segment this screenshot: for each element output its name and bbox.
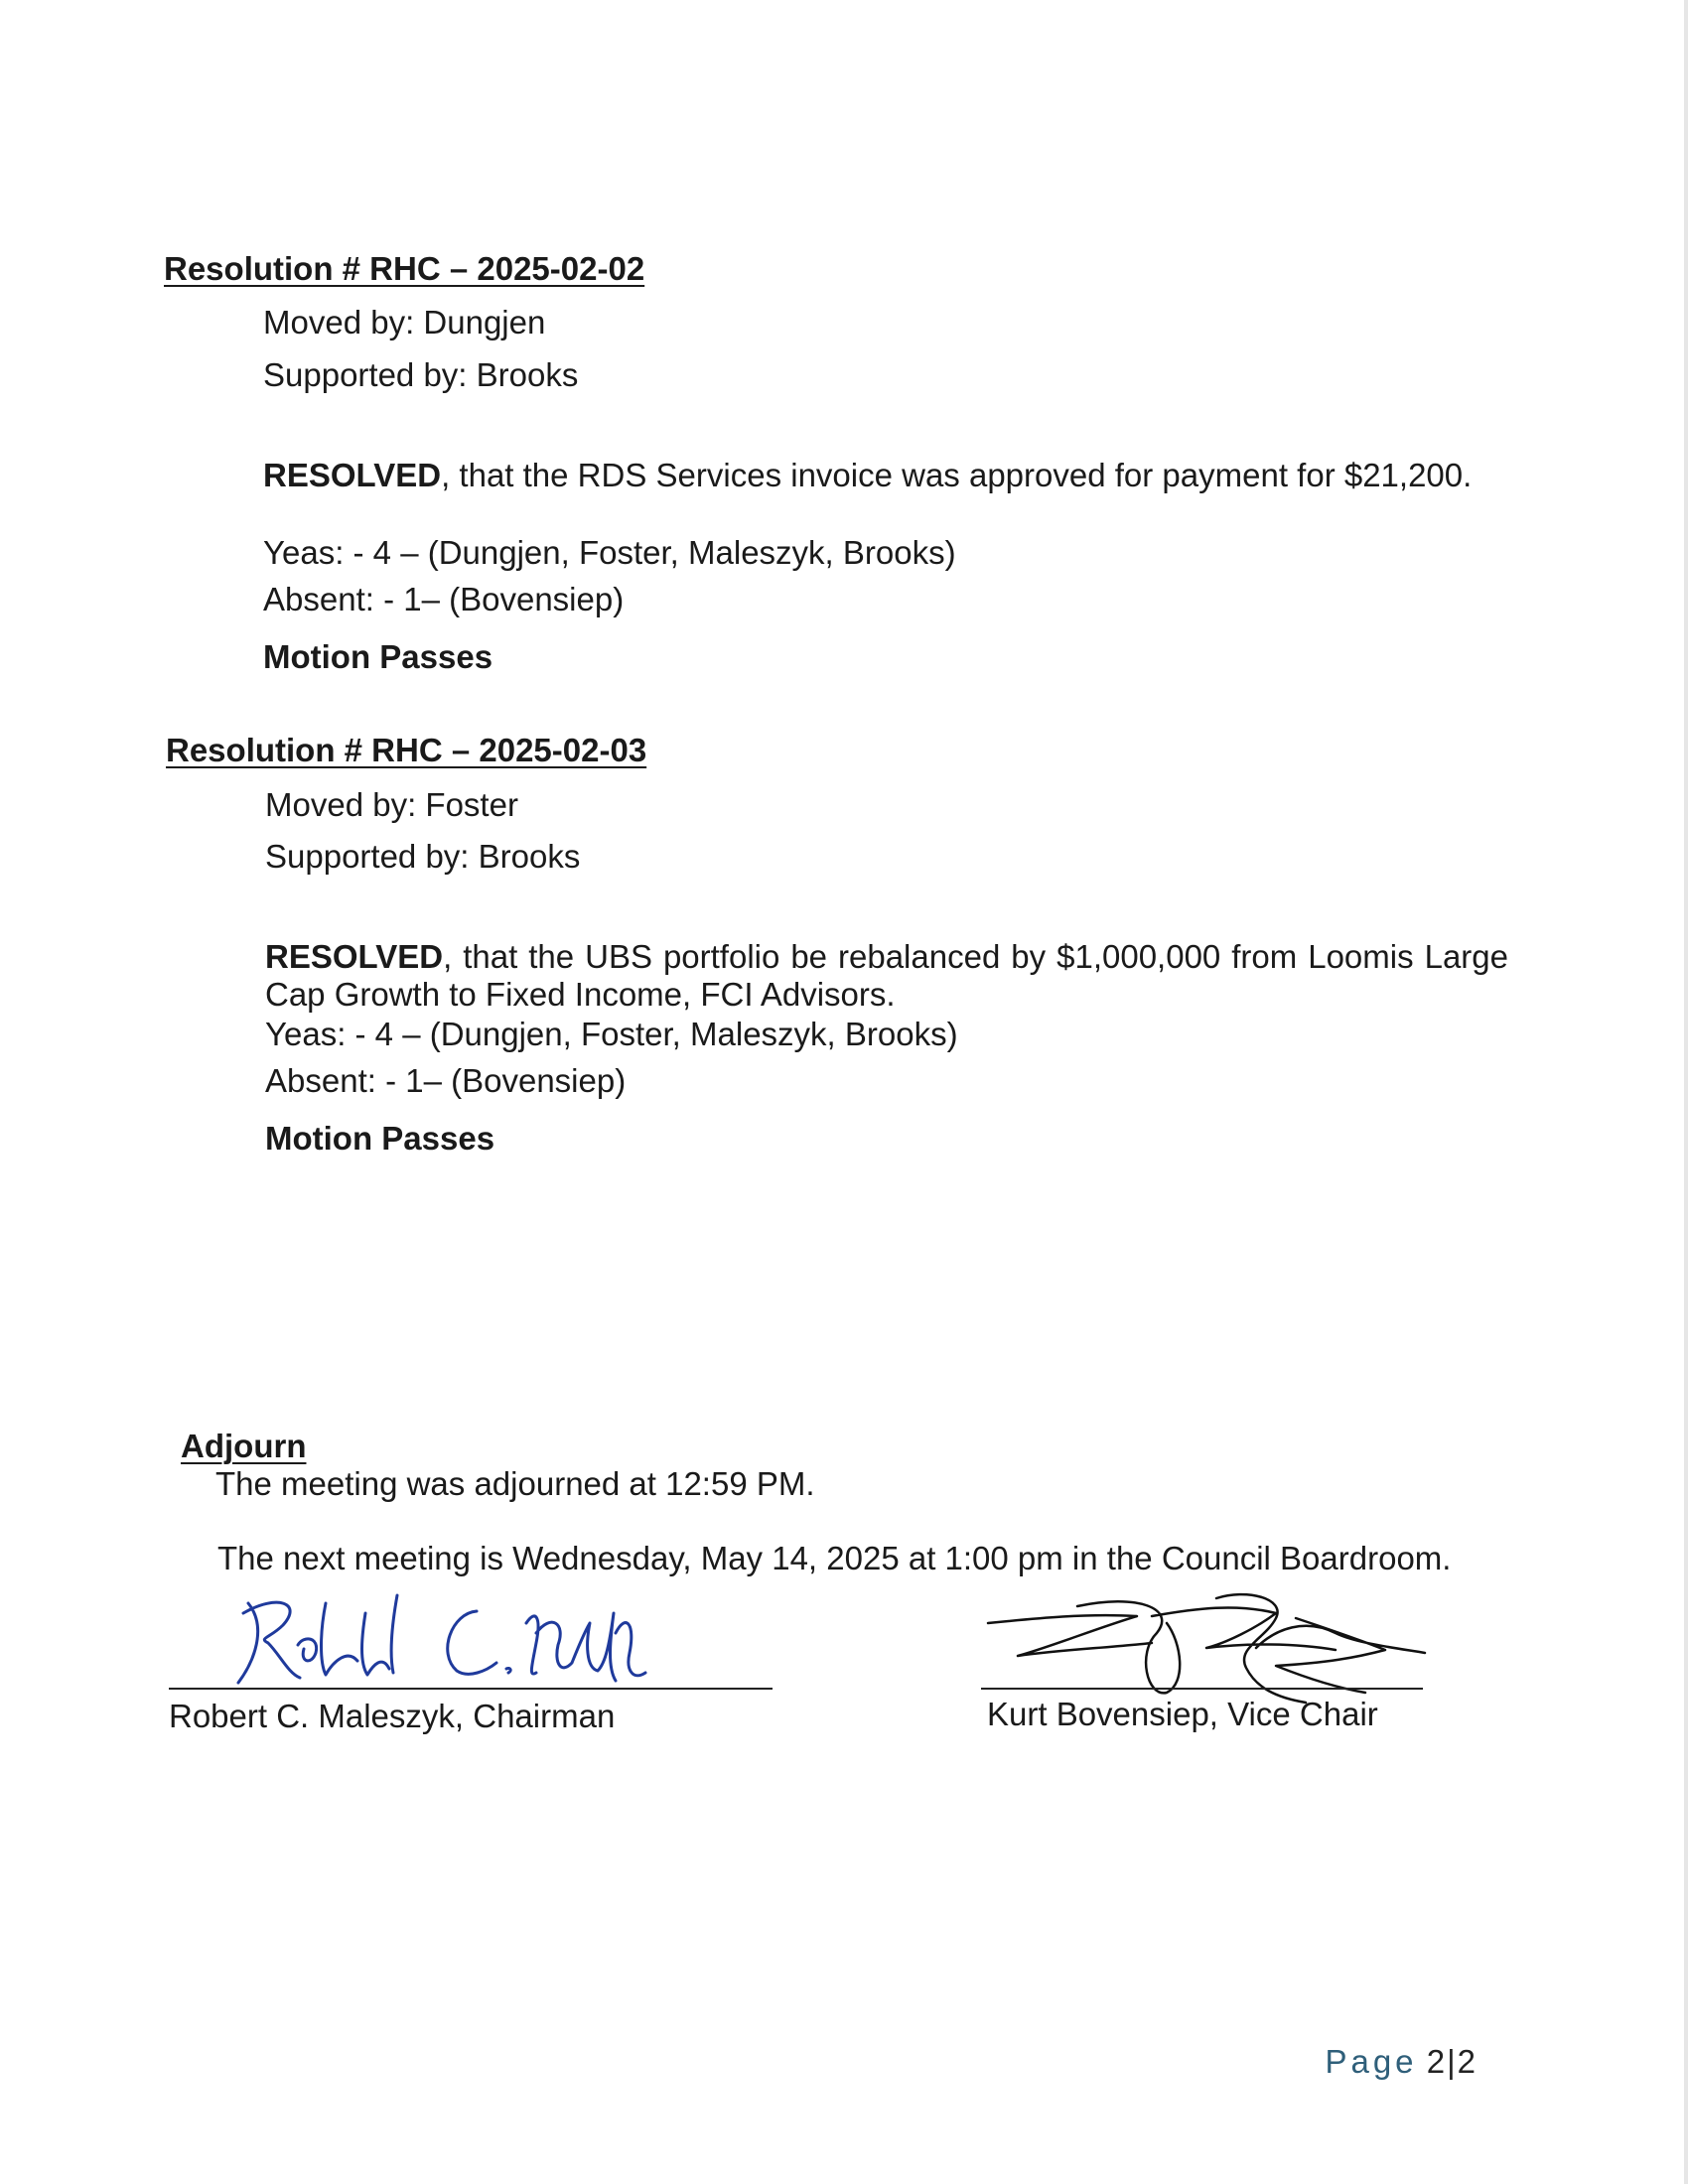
- page-word: Page: [1325, 2043, 1418, 2080]
- motion-outcome-1: Motion Passes: [263, 638, 493, 675]
- yeas-1: Yeas: - 4 – (Dungjen, Foster, Maleszyk, Brooks): [263, 534, 956, 571]
- resolution-heading-2: Resolution # RHC – 2025-02-03: [166, 732, 647, 768]
- motion-outcome-2: Motion Passes: [265, 1120, 495, 1157]
- absent-2: Absent: - 1– (Bovensiep): [265, 1062, 627, 1099]
- sig-stroke: [448, 1611, 645, 1681]
- next-meeting-text: The next meeting is Wednesday, May 14, 2025 at 1:00 pm in the Council Boardroom.: [217, 1540, 1452, 1576]
- moved-by-2: Moved by: Foster: [265, 786, 518, 823]
- sig-stroke: [988, 1594, 1425, 1703]
- resolved-word-2: RESOLVED: [265, 938, 444, 975]
- yeas-2: Yeas: - 4 – (Dungjen, Foster, Maleszyk, Brooks): [265, 1016, 958, 1052]
- vice-chair-signature: [978, 1588, 1435, 1707]
- supported-by-2: Supported by: Brooks: [265, 838, 581, 875]
- resolved-text-2: , that the UBS portfolio be rebalanced by $1,000,000 from Loomis Large Cap Growth to Fixed Income, FCI Advisors.: [265, 938, 1508, 1013]
- page-footer: [1325, 2043, 1477, 2081]
- vice-chair-name: Kurt Bovensiep, Vice Chair: [987, 1696, 1378, 1732]
- chairman-signature: [209, 1583, 665, 1693]
- adjourn-text: The meeting was adjourned at 12:59 PM.: [215, 1465, 815, 1502]
- supported-by-1: Supported by: Brooks: [263, 356, 579, 393]
- adjourn-heading: Adjourn: [181, 1428, 307, 1464]
- resolved-word-1: RESOLVED: [263, 457, 442, 493]
- chairman-name: Robert C. Maleszyk, Chairman: [169, 1698, 616, 1734]
- resolved-paragraph-2: [265, 938, 1508, 1014]
- resolution-heading-1: Resolution # RHC – 2025-02-02: [164, 250, 645, 287]
- sig-stroke: [238, 1595, 397, 1683]
- absent-1: Absent: - 1– (Bovensiep): [263, 581, 625, 617]
- resolved-text-1: , that the RDS Services invoice was approved for payment for $21,200.: [441, 457, 1473, 493]
- chairman-signature-line: [169, 1688, 773, 1690]
- moved-by-1: Moved by: Dungjen: [263, 304, 546, 341]
- resolved-paragraph-1: [263, 457, 1506, 494]
- page-number: 2|2: [1426, 2043, 1477, 2080]
- scan-edge-shadow: [1684, 0, 1688, 2184]
- vice-chair-signature-line: [981, 1688, 1423, 1690]
